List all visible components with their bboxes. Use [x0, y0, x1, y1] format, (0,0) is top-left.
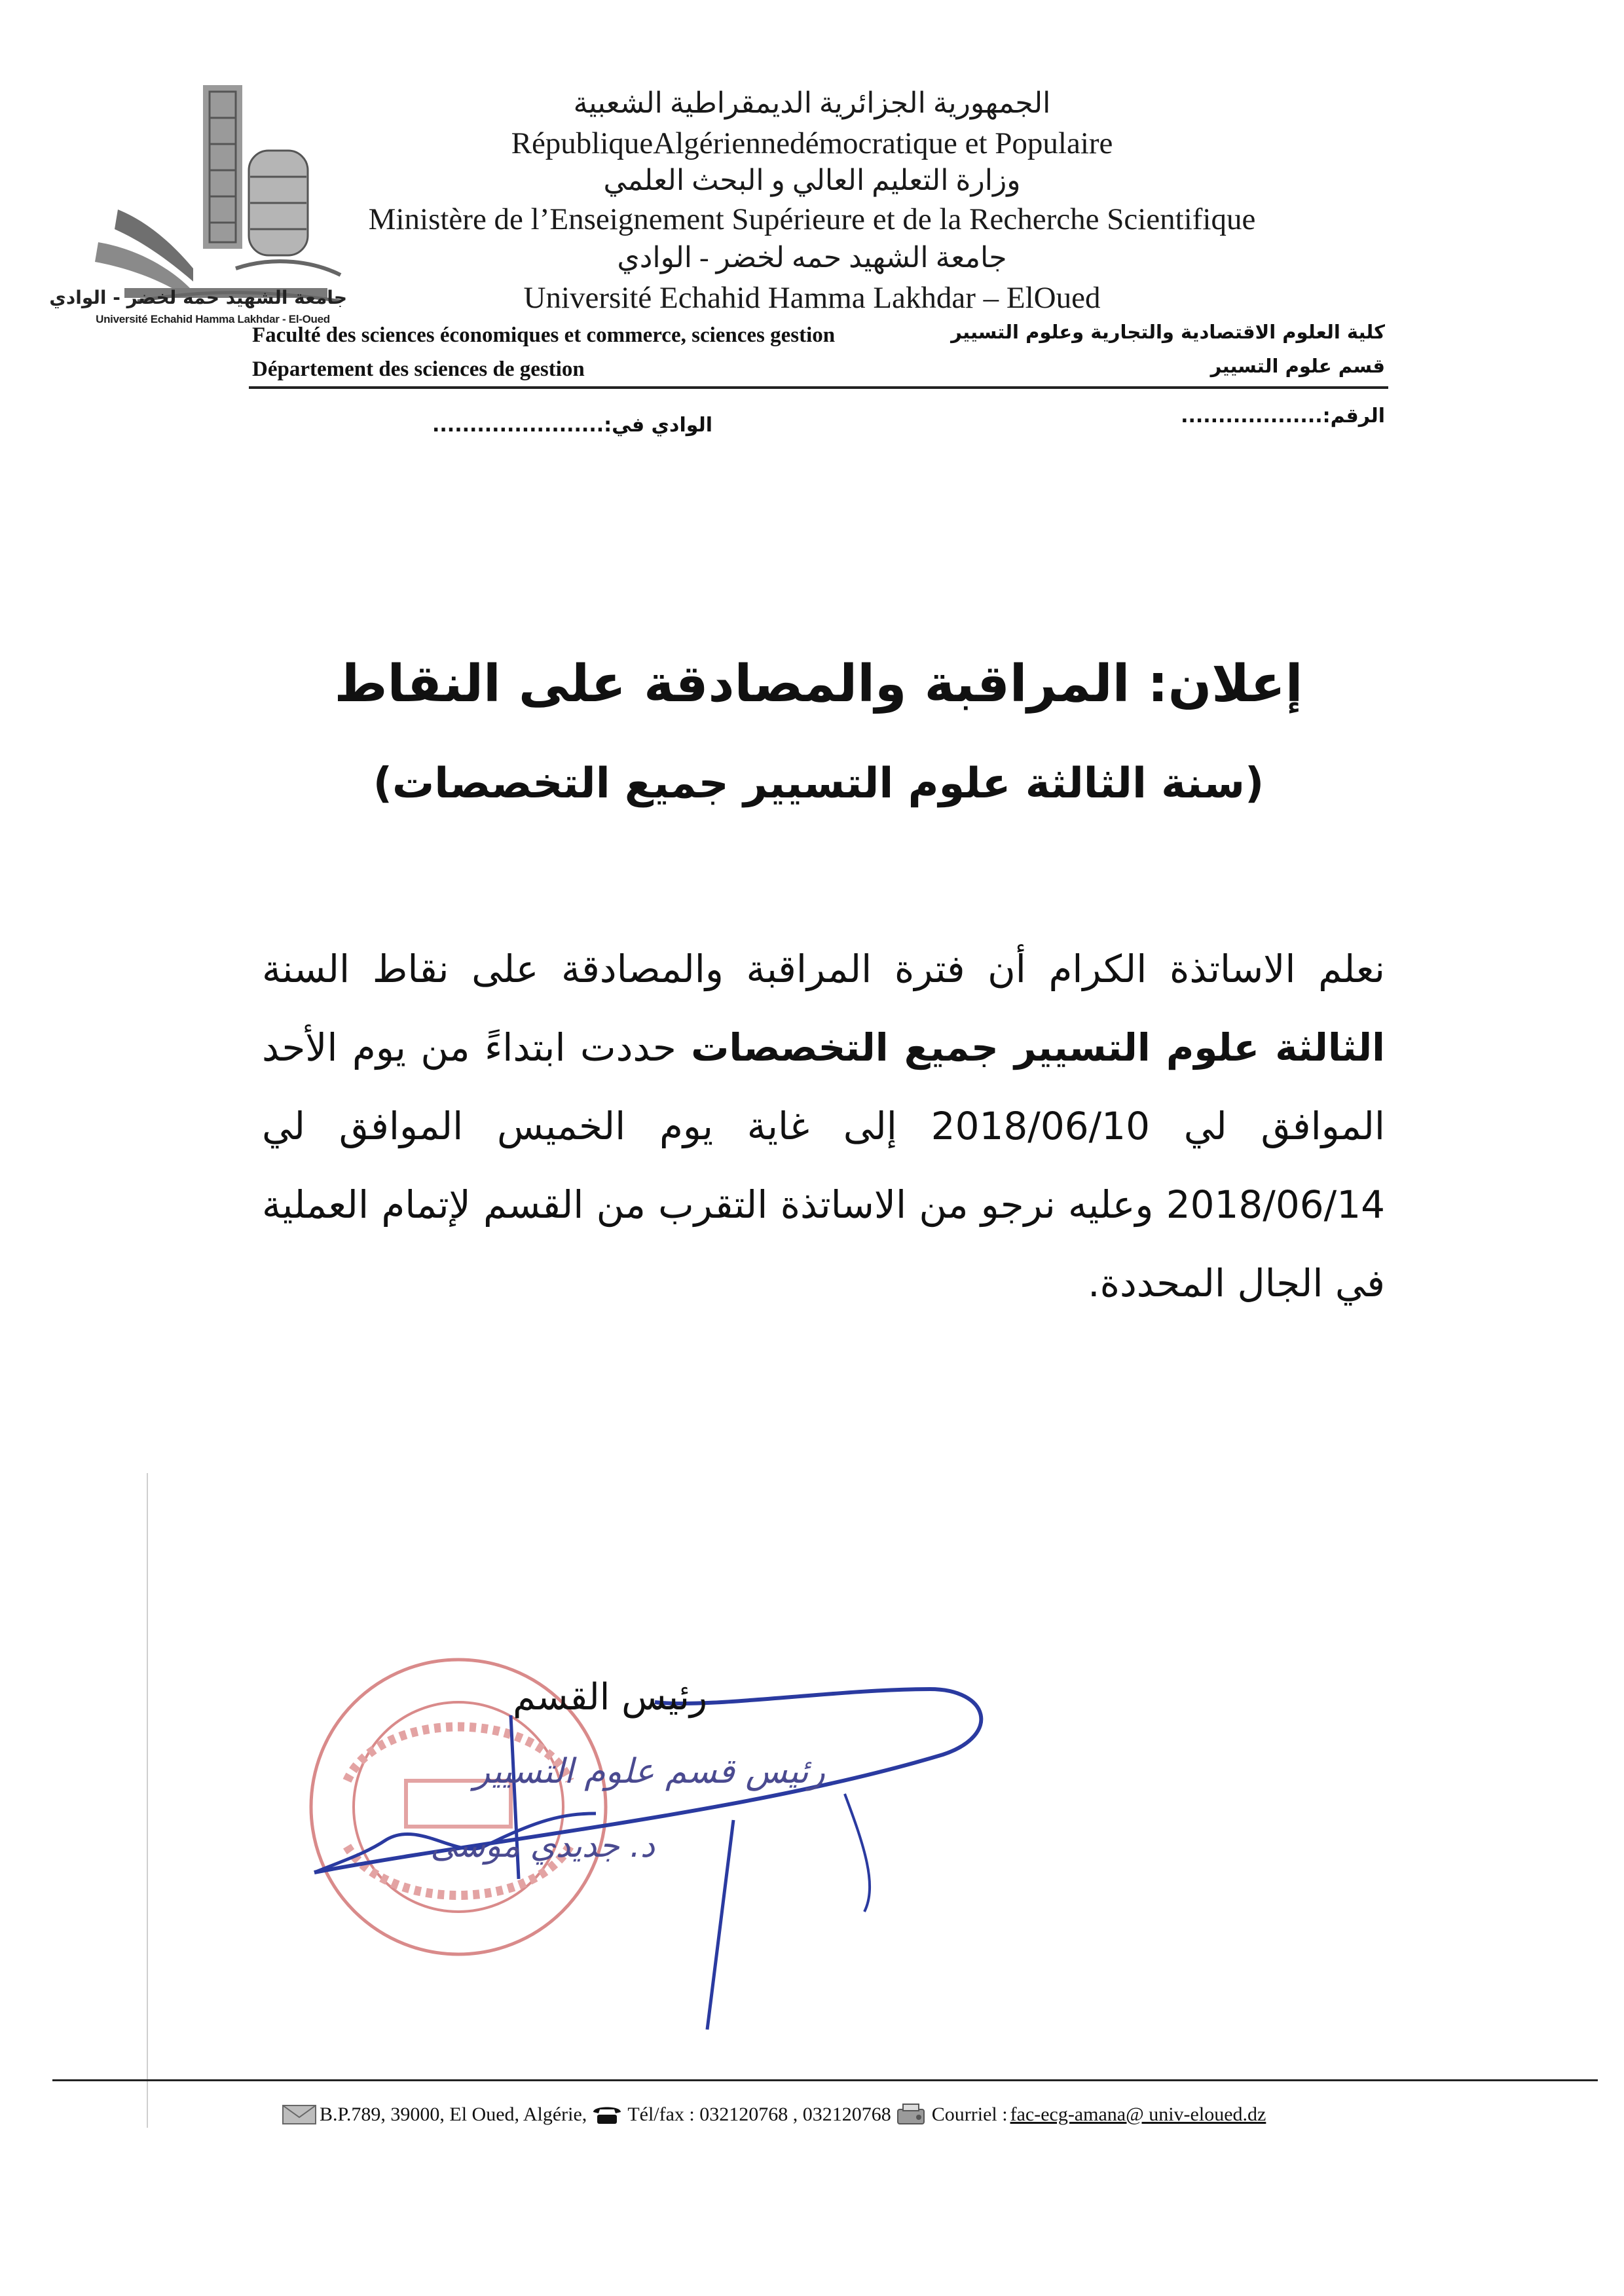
body-line-3: الموافق لي 2018/06/10 إلى غاية يوم الخميس الموافق لي [262, 1104, 1385, 1148]
announcement-title: إعلان: المراقبة والمصادقة على النقاط [334, 655, 1303, 714]
reference-number: الرقم:................... [1181, 405, 1385, 428]
body-line-2 [262, 1025, 1385, 1070]
handwritten-signature-icon [288, 1663, 1022, 2043]
faculty-arabic: كلية العلوم الاقتصادية والتجارية وعلوم التسيير [951, 321, 1385, 343]
header-republic-arabic: الجمهورية الجزائرية الديمقراطية الشعبية [573, 87, 1051, 119]
department-french: Département des sciences de gestion [252, 357, 585, 381]
header-republic-french: RépubliqueAlgériennedémocratique et Populaire [511, 126, 1113, 160]
header-ministry-french: Ministère de l’Enseignement Supérieure et de la Recherche Scientifique [368, 202, 1256, 236]
header-divider [249, 386, 1388, 389]
logo-caption-french: Université Echahid Hamma Lakhdar - El-Oued [96, 313, 330, 325]
body-line-2-rest: حددت ابتداءً من يوم الأحد [262, 1025, 692, 1070]
signatory-name: د. جديدي موسى [430, 1827, 655, 1865]
mailbox-icon [282, 2103, 317, 2126]
footer-telephone: Tél/fax : 032120768 , 032120768 [627, 2104, 891, 2125]
announcement-subtitle: (سنة الثالثة علوم التسيير جميع التخصصات) [373, 759, 1264, 808]
footer-divider [52, 2079, 1598, 2081]
body-line-1: نعلم الاساتذة الكرام أن فترة المراقبة والمصادقة على نقاط السنة [262, 947, 1385, 991]
reference-date: الوادي في:....................... [432, 414, 713, 437]
scan-margin-line [147, 1473, 148, 2128]
body-line-5: في الجال المحددة. [1088, 1261, 1385, 1305]
signatory-title: رئيس القسم [513, 1676, 707, 1719]
fax-icon [894, 2103, 929, 2126]
footer-contact [282, 2103, 1266, 2126]
logo-caption-arabic: جامعة الشهيد حمه لخضر - الوادي [49, 287, 347, 308]
body-line-4: 2018/06/14 وعليه نرجو من الاساتذة التقرب من القسم لإتمام العملية [262, 1182, 1385, 1227]
footer-mail-label: Courriel : [931, 2104, 1008, 2125]
signatory-role: رئيس قسم علوم التسيير [473, 1752, 825, 1791]
header-university-french: Université Echahid Hamma Lakhdar – ElOued [523, 281, 1101, 315]
header-ministry-arabic: وزارة التعليم العالي و البحث العلمي [603, 164, 1021, 196]
telephone-icon [589, 2103, 625, 2126]
footer-address: B.P.789, 39000, El Oued, Algérie, [320, 2104, 587, 2125]
department-arabic: قسم علوم التسيير [1210, 355, 1385, 377]
body-line-2-bold: الثالثة علوم التسيير جميع التخصصات [691, 1025, 1385, 1070]
header-university-arabic: جامعة الشهيد حمه لخضر - الوادي [617, 242, 1007, 274]
building-icon [95, 85, 341, 301]
footer-email-link[interactable]: fac-ecg-amana@ univ-eloued.dz [1010, 2104, 1266, 2125]
faculty-french: Faculté des sciences économiques et commerce, sciences gestion [252, 323, 836, 347]
